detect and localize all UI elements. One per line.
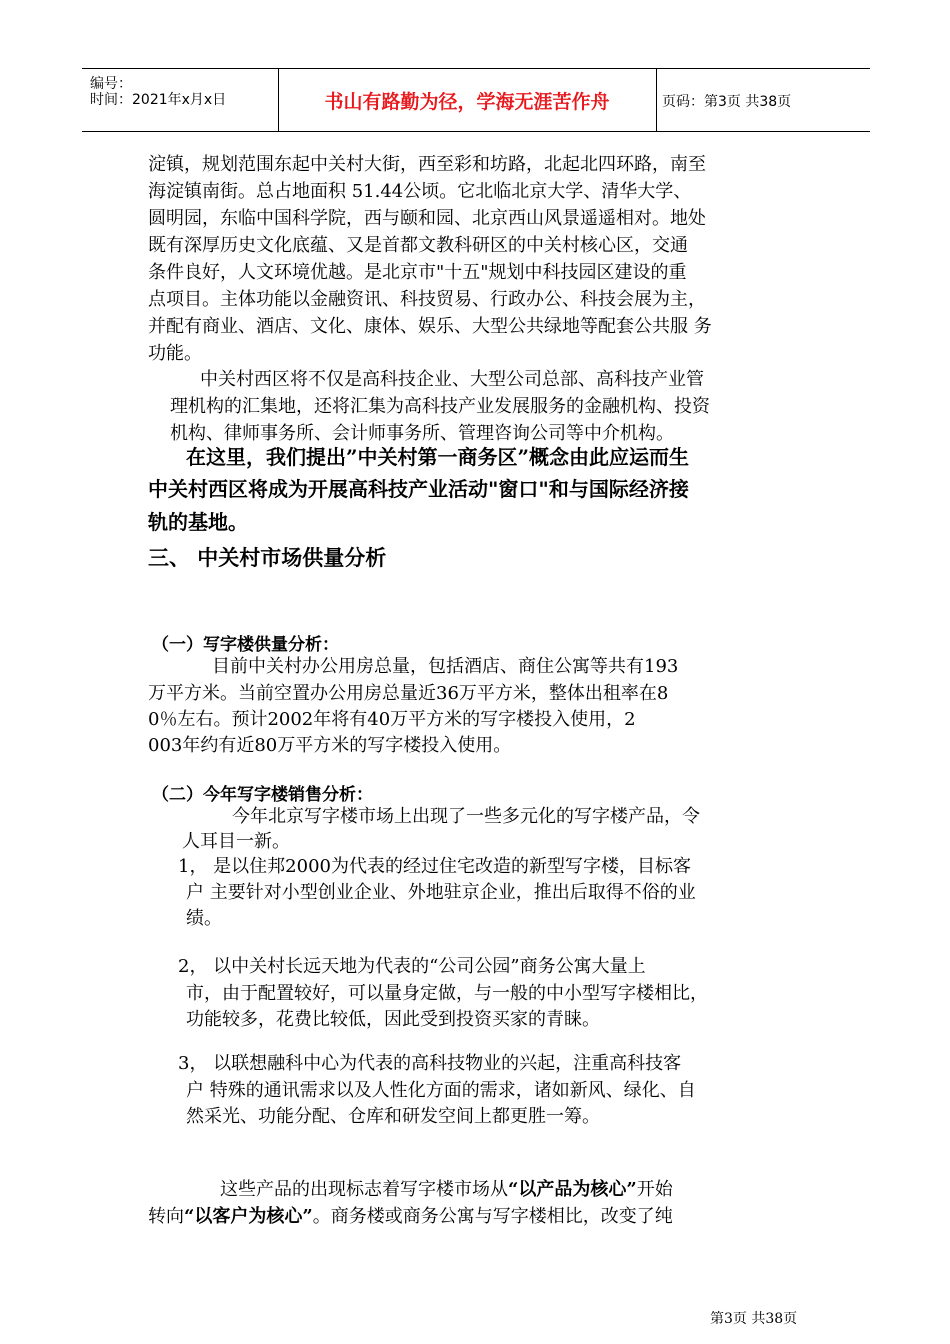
page-footer: 第3页 共38页 [710,1311,798,1327]
time-label: 时间：2021年x月x日 [90,92,227,108]
bold-line: 轨的基地。 [148,510,248,534]
text-line: 点项目。主体功能以金融资讯、科技贸易、行政办公、科技会展为主， [148,289,706,310]
number-label: 编号： [90,76,132,92]
subsection-heading: （一）写字楼供量分析： [152,635,339,655]
text-line: 003年约有近80万平方米的写字楼投入使用。 [148,735,512,756]
text-line: 并配有商业、酒店、文化、康体、娱乐、大型公共绿地等配套公共服 务 [148,316,712,337]
text-line: 转向“以客户为核心”。商务楼或商务公寓与写字楼相比，改变了纯 [148,1206,673,1227]
list-item: 户 特殊的通讯需求以及人性化方面的需求，诸如新风、绿化、自 [186,1080,696,1101]
list-item: 功能较多，花费比较低，因此受到投资买家的青睐。 [186,1009,600,1030]
list-item: 3， 以联想融科中心为代表的高科技物业的兴起，注重高科技客 [178,1053,682,1074]
subsection-heading: （二）今年写字楼销售分析： [152,785,373,805]
text-line: 中关村西区将不仅是高科技企业、大型公司总部、高科技产业管 [200,369,704,390]
text-line: 这些产品的出现标志着写字楼市场从“以产品为核心”开始 [220,1179,673,1200]
text-line: 理机构的汇集地，还将汇集为高科技产业发展服务的金融机构、投资 [170,396,710,417]
section-heading: 三、 中关村市场供量分析 [148,546,387,570]
bold-line: 中关村西区将成为开展高科技产业活动"窗口"和与国际经济接 [148,477,689,501]
text-line: 0％左右。预计2002年将有40万平方米的写字楼投入使用，2 [148,709,636,730]
list-item: 1， 是以住邦2000为代表的经过住宅改造的新型写字楼，目标客 [178,856,691,877]
text-line: 万平方米。当前空置办公用房总量近36万平方米，整体出租率在8 [148,683,669,704]
text-line: 海淀镇南街。总占地面积 51.44公顷。它北临北京大学、清华大学、 [148,181,692,202]
text-line: 条件良好，人文环境优越。是北京市"十五"规划中科技园区建设的重 [148,262,687,283]
text-line: 目前中关村办公用房总量，包括酒店、商住公寓等共有193 [212,656,679,677]
header-divider [278,69,279,131]
bold-line: 在这里，我们提出”中关村第一商务区”概念由此应运而生 [186,445,690,469]
text-line: 功能。 [148,343,202,364]
list-item: 户 主要针对小型创业企业、外地驻京企业，推出后取得不俗的业 [186,882,696,903]
header-motto: 书山有路勤为径，学海无涯苦作舟 [324,91,610,113]
text-line: 人耳目一新。 [182,831,290,852]
list-item: 绩。 [186,908,222,929]
list-item: 市，由于配置较好，可以量身定做，与一般的中小型写字楼相比， [186,983,708,1004]
text-line: 既有深厚历史文化底蕴、又是首都文教科研区的中关村核心区，交通 [148,235,688,256]
text-line: 今年北京写字楼市场上出现了一些多元化的写字楼产品，令 [232,806,700,827]
list-item: 然采光、功能分配、仓库和研发空间上都更胜一筹。 [186,1106,600,1127]
page-header [82,68,870,132]
text-line: 淀镇，规划范围东起中关村大街，西至彩和坊路，北起北四环路，南至 [148,154,706,175]
header-page-info: 页码：第3页 共38页 [662,94,792,110]
list-item: 2， 以中关村长远天地为代表的“公司公园”商务公寓大量上 [178,956,646,977]
text-line: 圆明园，东临中国科学院，西与颐和园、北京西山风景遥遥相对。地处 [148,208,706,229]
header-divider [656,69,657,131]
text-line: 机构、律师事务所、会计师事务所、管理咨询公司等中介机构。 [170,423,674,444]
